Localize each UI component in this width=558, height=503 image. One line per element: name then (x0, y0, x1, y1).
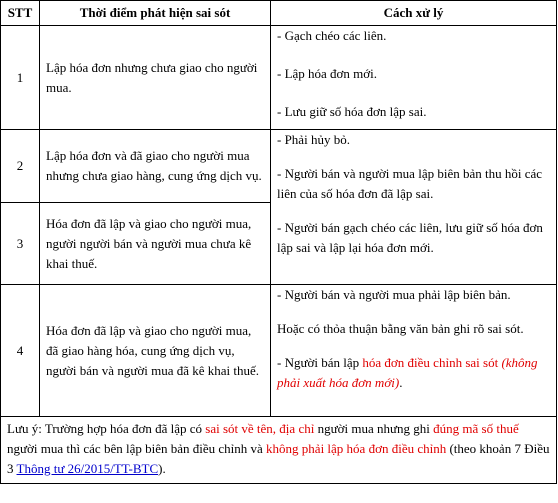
action-item: - Gạch chéo các liên. (277, 28, 387, 43)
header-stt: STT (1, 1, 40, 26)
action-text: - Người bán lập (277, 355, 363, 370)
highlight-text: (không phải xuất hóa đơn mới) (277, 355, 538, 390)
table-row (1, 130, 557, 203)
row-time: Lập hóa đơn và đã giao cho người mua nhưng chưa giao hàng, cung ứng dịch vụ. (40, 130, 271, 203)
row-time: Hóa đơn đã lập và giao cho người mua, đã giao hàng hóa, cung ứng dịch vụ, người bán và người mua đã kê khai thuế. (40, 285, 271, 417)
note-text: Lưu ý: Trường hợp hóa đơn đã lập có (7, 421, 206, 436)
note-cell (1, 417, 557, 484)
note-row (1, 417, 557, 484)
action-item: - Lập hóa đơn mới. (277, 66, 378, 81)
table-row (1, 26, 557, 130)
action-item: - Lưu giữ số hóa đơn lập sai. (277, 104, 427, 119)
row-stt: 2 (1, 130, 40, 203)
row-actions-shared (271, 130, 557, 285)
note-text: người mua nhưng ghi (314, 421, 434, 436)
action-item: - Phải hủy bỏ. (277, 132, 350, 147)
action-item (277, 353, 550, 393)
row-stt: 1 (1, 26, 40, 130)
action-item: - Người bán gạch chéo các liên, lưu giữ số hóa đơn lập sai và lập lại hóa đơn mới. (277, 220, 543, 255)
circular-link[interactable]: Thông tư 26/2015/TT-BTC (16, 461, 159, 476)
row-actions (271, 26, 557, 130)
table-row (1, 285, 557, 417)
highlight-text: không phải lập hóa đơn điều chỉnh (266, 441, 447, 456)
highlight-text: hóa đơn điều chỉnh sai sót (362, 355, 499, 370)
row-time: Lập hóa đơn nhưng chưa giao cho người mua. (40, 26, 271, 130)
highlight-text: đúng mã số thuế (433, 421, 519, 436)
header-time: Thời điểm phát hiện sai sót (40, 1, 271, 26)
note-text: ). (158, 461, 166, 476)
highlight-text: sai sót về tên, địa chỉ (205, 421, 315, 436)
row-stt: 3 (1, 203, 40, 285)
row-actions (271, 285, 557, 417)
header-action: Cách xử lý (271, 1, 557, 26)
row-stt: 4 (1, 285, 40, 417)
row-time: Hóa đơn đã lập và giao cho người mua, người người bán và người mua chưa kê khai thuế. (40, 203, 271, 285)
note-text: người mua thì các bên lập biên bản điều chỉnh và (7, 441, 267, 456)
note-text: (theo khoản 7 Điều 3 (7, 441, 550, 476)
action-text: . (399, 375, 403, 390)
action-item: - Người bán và người mua phải lập biên bản. (277, 287, 511, 302)
action-item: - Người bán và người mua lập biên bản thu hồi các liên của số hóa đơn đã lập sai. (277, 166, 543, 201)
action-item: Hoặc có thỏa thuận bằng văn bản ghi rõ sai sót. (277, 321, 524, 336)
table-header-row (1, 1, 557, 26)
